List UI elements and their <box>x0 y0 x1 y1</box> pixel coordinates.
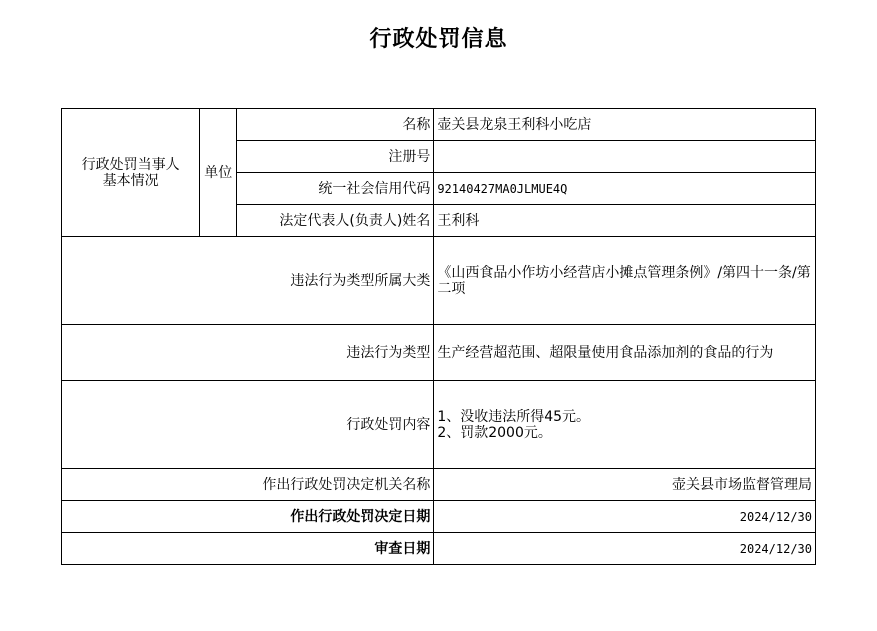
penalty-content-value <box>434 381 816 469</box>
party-type-label: 单位 <box>200 109 237 237</box>
violation-category-label: 违法行为类型所属大类 <box>62 237 434 325</box>
registration-number-label: 注册号 <box>237 141 434 173</box>
credit-code-label: 统一社会信用代码 <box>237 173 434 205</box>
party-section-label-line2: 基本情况 <box>102 172 159 189</box>
violation-category-value: 《山西食品小作坊小经营店小摊点管理条例》/第四十一条/第二项 <box>434 237 816 325</box>
party-section-label-line1: 行政处罚当事人 <box>81 156 180 173</box>
table-row <box>62 469 816 501</box>
violation-type-value: 生产经营超范围、超限量使用食品添加剂的食品的行为 <box>434 325 816 381</box>
authority-value: 壶关县市场监督管理局 <box>434 469 816 501</box>
legal-representative-label: 法定代表人(负责人)姓名 <box>237 205 434 237</box>
authority-label: 作出行政处罚决定机关名称 <box>62 469 434 501</box>
table-row <box>62 237 816 325</box>
table-row <box>62 109 816 141</box>
legal-representative-value: 王利科 <box>434 205 816 237</box>
review-date-label: 审查日期 <box>62 533 434 565</box>
penalty-content-label: 行政处罚内容 <box>62 381 434 469</box>
name-label: 名称 <box>237 109 434 141</box>
table-row <box>62 325 816 381</box>
name-value: 壶关县龙泉王利科小吃店 <box>434 109 816 141</box>
page-title: 行政处罚信息 <box>369 27 508 52</box>
registration-number-value <box>434 141 816 173</box>
table-row <box>62 533 816 565</box>
credit-code-value: 92140427MA0JLMUE4Q <box>434 173 816 205</box>
penalty-content-line1: 1、没收违法所得45元。 <box>437 408 591 425</box>
review-date-value: 2024/12/30 <box>434 533 816 565</box>
table-row <box>62 381 816 469</box>
table-row <box>62 501 816 533</box>
violation-type-label: 违法行为类型 <box>62 325 434 381</box>
penalty-content-line2: 2、罚款2000元。 <box>437 424 552 441</box>
decision-date-label: 作出行政处罚决定日期 <box>62 501 434 533</box>
penalty-info-table <box>61 108 816 565</box>
decision-date-value: 2024/12/30 <box>434 501 816 533</box>
party-section-label <box>62 109 200 237</box>
